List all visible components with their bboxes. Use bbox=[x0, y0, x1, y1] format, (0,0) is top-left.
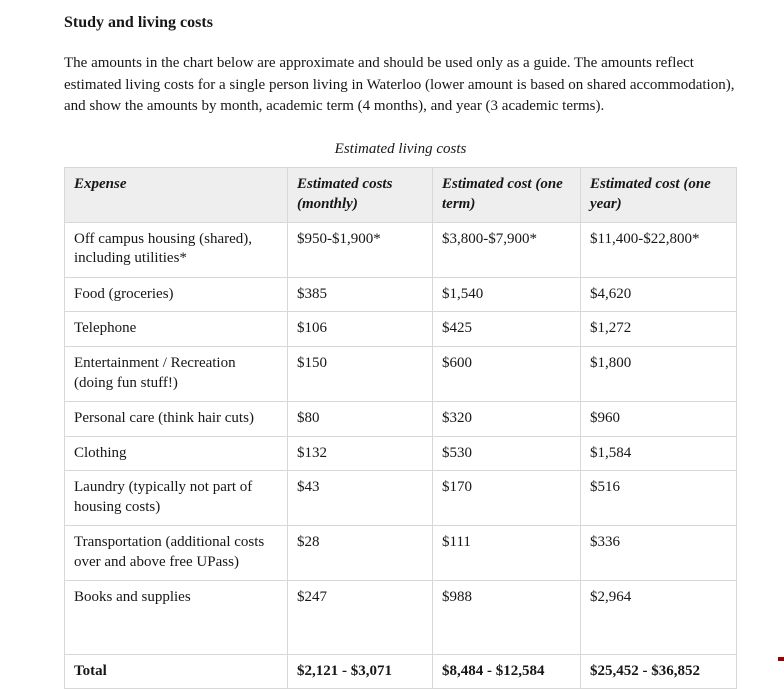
table-row bbox=[65, 277, 737, 312]
term-cell: $170 bbox=[433, 471, 581, 526]
year-cell: $4,620 bbox=[581, 277, 737, 312]
total-year-cell: $25,452 - $36,852 bbox=[581, 654, 737, 689]
total-monthly-cell: $2,121 - $3,071 bbox=[288, 654, 433, 689]
table-row bbox=[65, 222, 737, 277]
table-caption: Estimated living costs bbox=[334, 140, 467, 157]
expense-cell: Personal care (think hair cuts) bbox=[65, 401, 288, 436]
year-cell: $960 bbox=[581, 401, 737, 436]
term-cell: $600 bbox=[433, 347, 581, 402]
expense-cell: Books and supplies bbox=[65, 580, 288, 654]
expense-cell: Transportation (additional costs over and above free UPass) bbox=[65, 525, 288, 580]
column-header-monthly: Estimated costs (monthly) bbox=[288, 167, 433, 222]
total-label-cell: Total bbox=[65, 654, 288, 689]
page-title: Study and living costs bbox=[64, 14, 213, 31]
living-costs-table bbox=[64, 141, 737, 689]
column-header-term: Estimated cost (one term) bbox=[433, 167, 581, 222]
term-cell: $320 bbox=[433, 401, 581, 436]
table-row bbox=[65, 525, 737, 580]
monthly-cell: $80 bbox=[288, 401, 433, 436]
table-row bbox=[65, 580, 737, 654]
expense-cell: Telephone bbox=[65, 312, 288, 347]
monthly-cell: $106 bbox=[288, 312, 433, 347]
monthly-cell: $28 bbox=[288, 525, 433, 580]
term-cell: $111 bbox=[433, 525, 581, 580]
year-cell: $1,800 bbox=[581, 347, 737, 402]
table-row bbox=[65, 436, 737, 471]
expense-cell: Off campus housing (shared), including utilities* bbox=[65, 222, 288, 277]
monthly-cell: $247 bbox=[288, 580, 433, 654]
year-cell: $516 bbox=[581, 471, 737, 526]
monthly-cell: $950-$1,900* bbox=[288, 222, 433, 277]
year-cell: $2,964 bbox=[581, 580, 737, 654]
year-cell: $1,584 bbox=[581, 436, 737, 471]
expense-cell: Clothing bbox=[65, 436, 288, 471]
term-cell: $3,800-$7,900* bbox=[433, 222, 581, 277]
table-row bbox=[65, 401, 737, 436]
term-cell: $425 bbox=[433, 312, 581, 347]
intro-paragraph: The amounts in the chart below are approximate and should be used only as a guide. The amounts reflect estimated living costs for a single person living in Waterloo (lower amount is based on shared accommodation), and show the amounts by month, academic term (4 months), and year (3 academic terms). bbox=[64, 55, 735, 115]
monthly-cell: $385 bbox=[288, 277, 433, 312]
column-header-year: Estimated cost (one year) bbox=[581, 167, 737, 222]
term-cell: $530 bbox=[433, 436, 581, 471]
table-row bbox=[65, 312, 737, 347]
table-row bbox=[65, 347, 737, 402]
column-header-expense: Expense bbox=[65, 167, 288, 222]
monthly-cell: $43 bbox=[288, 471, 433, 526]
expense-cell: Laundry (typically not part of housing costs) bbox=[65, 471, 288, 526]
table-row bbox=[65, 471, 737, 526]
expense-cell: Food (groceries) bbox=[65, 277, 288, 312]
year-cell: $336 bbox=[581, 525, 737, 580]
expense-cell: Entertainment / Recreation (doing fun stuff!) bbox=[65, 347, 288, 402]
total-term-cell: $8,484 - $12,584 bbox=[433, 654, 581, 689]
term-cell: $988 bbox=[433, 580, 581, 654]
term-cell: $1,540 bbox=[433, 277, 581, 312]
year-cell: $1,272 bbox=[581, 312, 737, 347]
table-header-row bbox=[65, 167, 737, 222]
red-artifact-mark bbox=[778, 657, 784, 661]
year-cell: $11,400-$22,800* bbox=[581, 222, 737, 277]
monthly-cell: $132 bbox=[288, 436, 433, 471]
total-row bbox=[65, 654, 737, 689]
monthly-cell: $150 bbox=[288, 347, 433, 402]
